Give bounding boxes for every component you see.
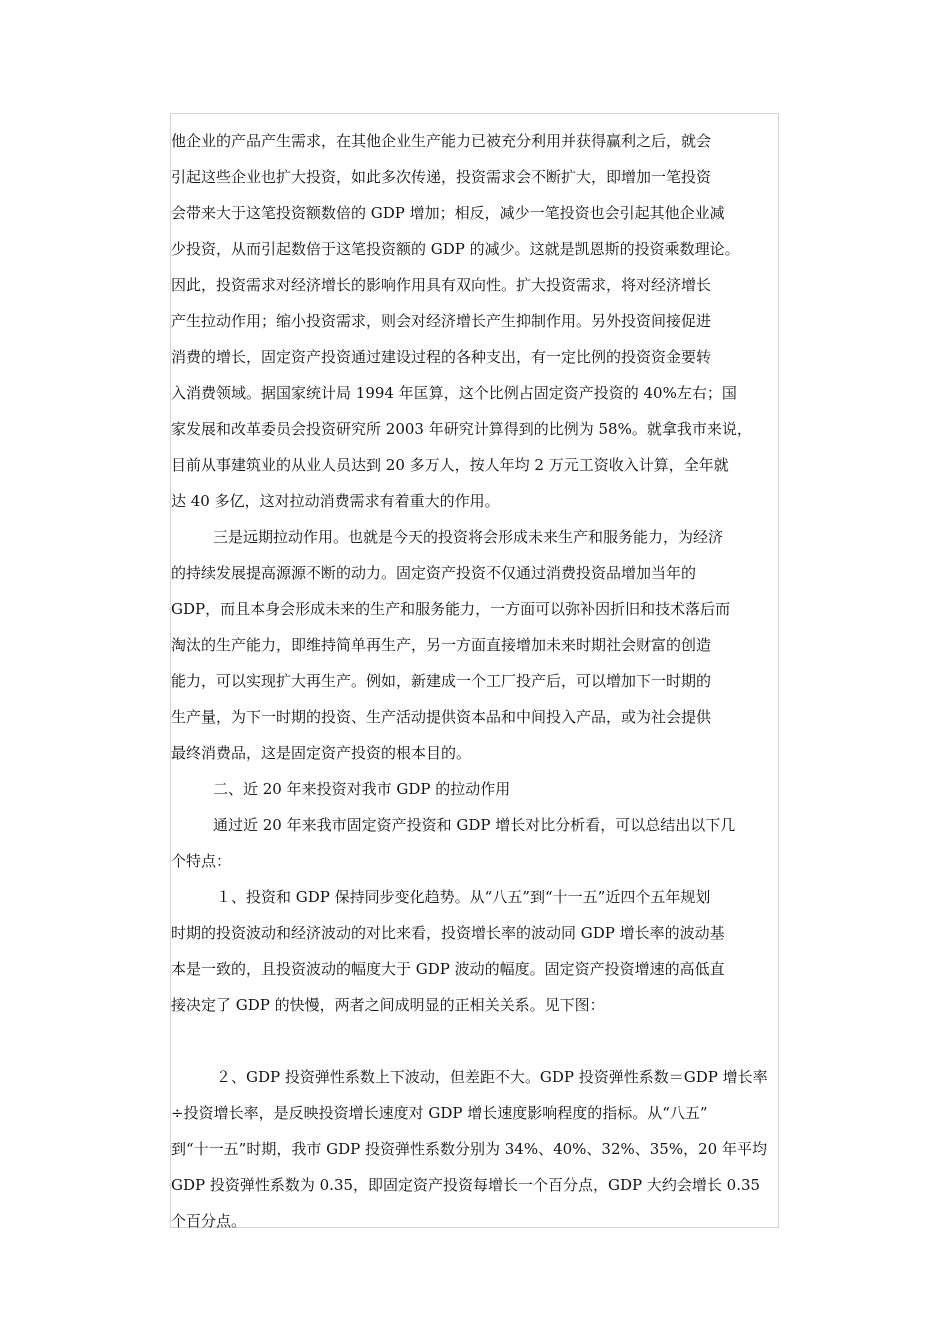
text-line: 淘汰的生产能力，即维持简单再生产，另一方面直接增加未来时期社会财富的创造 bbox=[171, 636, 712, 654]
list-item-line: ２、GDP 投资弹性系数上下波动，但差距不大。GDP 投资弹性系数＝GDP 增长率 bbox=[216, 1068, 768, 1086]
list-item-line: １、投资和 GDP 保持同步变化趋势。从“八五”到“十一五”近四个五年规划 bbox=[216, 888, 711, 906]
paragraph-start-line: 通过近 20 年来我市固定资产投资和 GDP 增长对比分析看，可以总结出以下几 bbox=[213, 816, 736, 834]
text-line: ÷投资增长率，是反映投资增长速度对 GDP 增长速度影响程度的指标。从“八五” bbox=[171, 1104, 708, 1122]
text-line: 少投资，从而引起数倍于这笔投资额的 GDP 的减少。这就是凯恩斯的投资乘数理论。 bbox=[171, 240, 740, 258]
text-line: 产生拉动作用；缩小投资需求，则会对经济增长产生抑制作用。另外投资间接促进 bbox=[171, 312, 712, 330]
text-line: 入消费领域。据国家统计局 1994 年匡算，这个比例占固定资产投资的 40%左右；国 bbox=[171, 384, 737, 402]
document-body bbox=[171, 123, 783, 1239]
text-line: 会带来大于这笔投资额数倍的 GDP 增加；相反，减少一笔投资也会引起其他企业减 bbox=[171, 204, 725, 222]
text-line: 消费的增长，固定资产投资通过建设过程的各种支出，有一定比例的投资资金要转 bbox=[171, 348, 712, 366]
text-line: GDP 投资弹性系数为 0.35，即固定资产投资每增长一个百分点，GDP 大约会增长 0.35 bbox=[171, 1176, 761, 1194]
text-line: 的持续发展提高源源不断的动力。固定资产投资不仅通过消费投资品增加当年的 bbox=[171, 564, 697, 582]
text-line: 目前从事建筑业的从业人员达到 20 多万人，按人年均 2 万元工资收入计算，全年就 bbox=[171, 456, 729, 474]
text-line: 个特点： bbox=[171, 852, 232, 870]
text-line: GDP，而且本身会形成未来的生产和服务能力，一方面可以弥补因折旧和技术落后而 bbox=[171, 600, 731, 618]
text-line: 时期的投资波动和经济波动的对比来看，投资增长率的波动同 GDP 增长率的波动基 bbox=[171, 924, 725, 942]
text-line: 家发展和改革委员会投资研究所 2003 年研究计算得到的比例为 58%。就拿我市来说， bbox=[171, 420, 752, 438]
text-line: 生产量，为下一时期的投资、生产活动提供资本品和中间投入产品，或为社会提供 bbox=[171, 708, 712, 726]
section-heading: 二、近 20 年来投资对我市 GDP 的拉动作用 bbox=[213, 780, 511, 798]
text-line: 个百分点。 bbox=[171, 1212, 247, 1230]
text-line: 引起这些企业也扩大投资，如此多次传递，投资需求会不断扩大，即增加一笔投资 bbox=[171, 168, 712, 186]
text-line: 因此，投资需求对经济增长的影响作用具有双向性。扩大投资需求，将对经济增长 bbox=[171, 276, 712, 294]
text-line: 能力，可以实现扩大再生产。例如，新建成一个工厂投产后，可以增加下一时期的 bbox=[171, 672, 712, 690]
text-line: 接决定了 GDP 的快慢，两者之间成明显的正相关关系。见下图： bbox=[171, 996, 605, 1014]
paragraph-start-line: 三是远期拉动作用。也就是今天的投资将会形成未来生产和服务能力，为经济 bbox=[213, 528, 724, 546]
text-line: 最终消费品，这是固定资产投资的根本目的。 bbox=[171, 744, 472, 762]
text-line: 到“十一五”时期，我市 GDP 投资弹性系数分别为 34%、40%、32%、35%，20 年平均 bbox=[171, 1140, 767, 1158]
text-line: 达 40 多亿，这对拉动消费需求有着重大的作用。 bbox=[171, 492, 500, 510]
text-line: 他企业的产品产生需求，在其他企业生产能力已被充分利用并获得赢利之后，就会 bbox=[171, 132, 712, 150]
figure-placeholder-gap bbox=[171, 1023, 783, 1059]
text-line: 本是一致的，且投资波动的幅度大于 GDP 波动的幅度。固定资产投资增速的高低直 bbox=[171, 960, 725, 978]
